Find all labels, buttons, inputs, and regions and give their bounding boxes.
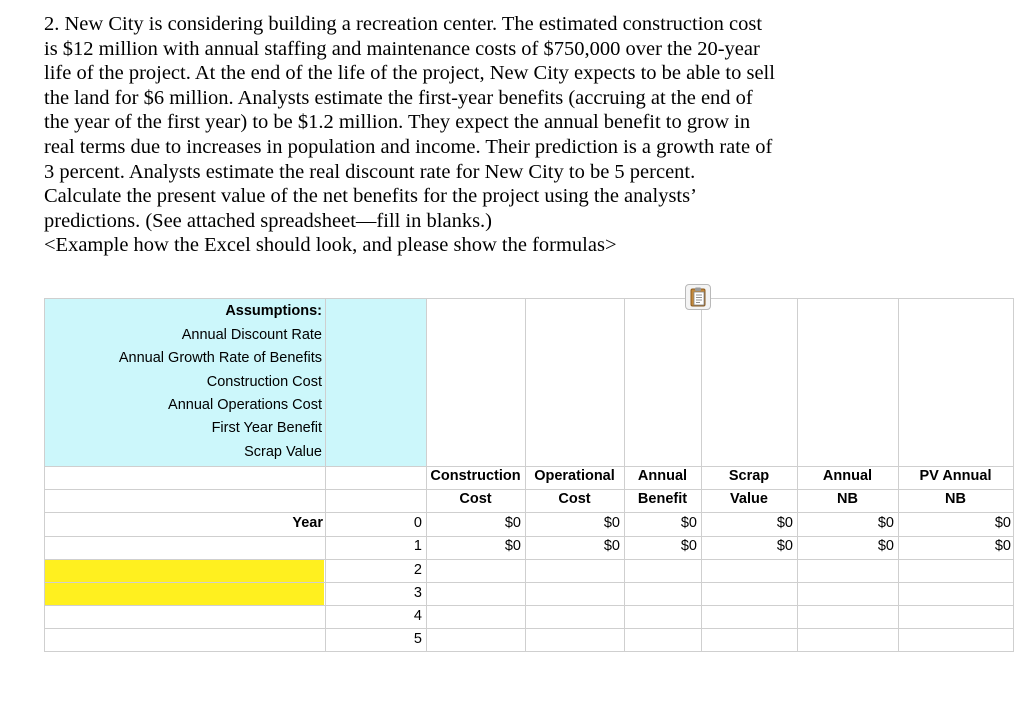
grid-line bbox=[44, 582, 1014, 583]
grid-line bbox=[44, 559, 1014, 560]
year-cell[interactable]: 1 bbox=[413, 538, 422, 554]
problem-line: is $12 million with annual staffing and maintenance costs of $750,000 over the 20-year bbox=[44, 37, 760, 60]
problem-line: predictions. (See attached spreadsheet—fill in blanks.) bbox=[44, 209, 493, 232]
grid-line bbox=[44, 605, 1014, 606]
operational-cost-cell[interactable]: $0 bbox=[603, 538, 620, 554]
header-scrap-value: Value bbox=[730, 491, 768, 507]
scrap-value-cell[interactable]: $0 bbox=[776, 538, 793, 554]
scrap-value-cell[interactable]: $0 bbox=[776, 515, 793, 531]
problem-line: 3 percent. Analysts estimate the real discount rate for New City to be 5 percent. bbox=[44, 160, 696, 183]
annual-nb-cell[interactable]: $0 bbox=[877, 538, 894, 554]
assumption-label: First Year Benefit bbox=[211, 420, 322, 436]
year-cell[interactable]: 3 bbox=[413, 585, 422, 601]
problem-line: <Example how the Excel should look, and please show the formulas> bbox=[44, 234, 617, 257]
problem-line: real terms due to increases in population and income. Their prediction is a growth rate of bbox=[44, 135, 773, 158]
assumptions-title: Assumptions: bbox=[225, 303, 322, 319]
problem-line: life of the project. At the end of the life of the project, New City expects to be able to sell bbox=[44, 62, 775, 85]
grid-line bbox=[44, 628, 1014, 629]
assumption-label: Construction Cost bbox=[206, 374, 322, 390]
year-cell[interactable]: 4 bbox=[413, 608, 422, 624]
header-pv-annual-nb: PV Annual bbox=[919, 468, 992, 484]
header-annual-benefit: Annual bbox=[637, 468, 688, 484]
assumption-label: Scrap Value bbox=[244, 444, 322, 460]
pv-annual-nb-cell[interactable]: $0 bbox=[994, 538, 1011, 554]
pv-annual-nb-cell[interactable]: $0 bbox=[994, 515, 1011, 531]
annual-benefit-cell[interactable]: $0 bbox=[680, 538, 697, 554]
header-operational-cost: Cost bbox=[558, 491, 591, 507]
paste-options-icon[interactable] bbox=[685, 284, 711, 310]
annual-benefit-cell[interactable]: $0 bbox=[680, 515, 697, 531]
problem-line: the land for $6 million. Analysts estimate the first-year benefits (accruing at the end of bbox=[44, 86, 753, 109]
annual-nb-cell[interactable]: $0 bbox=[877, 515, 894, 531]
header-pv-annual-nb: NB bbox=[945, 491, 966, 507]
header-annual-nb: NB bbox=[837, 491, 858, 507]
year-cell[interactable]: 5 bbox=[413, 631, 422, 647]
grid-line bbox=[44, 512, 1014, 513]
grid-line bbox=[1013, 298, 1014, 652]
problem-statement bbox=[44, 12, 944, 258]
year-cell[interactable]: 0 bbox=[413, 515, 422, 531]
assumption-label: Annual Operations Cost bbox=[168, 397, 322, 413]
header-construction-cost: Construction bbox=[430, 468, 521, 484]
assumption-label: Annual Discount Rate bbox=[181, 327, 322, 343]
spreadsheet bbox=[44, 298, 1014, 652]
operational-cost-cell[interactable]: $0 bbox=[603, 515, 620, 531]
header-annual-benefit: Benefit bbox=[637, 491, 688, 507]
header-operational-cost: Operational bbox=[534, 468, 615, 484]
year-cell[interactable]: 2 bbox=[413, 562, 422, 578]
construction-cost-cell[interactable]: $0 bbox=[504, 515, 521, 531]
problem-line: 2. New City is considering building a recreation center. The estimated construction cost bbox=[44, 13, 763, 35]
grid-line bbox=[44, 298, 1014, 299]
construction-cost-cell[interactable]: $0 bbox=[504, 538, 521, 554]
header-construction-cost: Cost bbox=[459, 491, 492, 507]
problem-line: Calculate the present value of the net benefits for the project using the analysts’ bbox=[44, 185, 697, 208]
grid-line bbox=[44, 651, 1014, 652]
header-scrap-value: Scrap bbox=[728, 468, 770, 484]
header-annual-nb: Annual bbox=[822, 468, 873, 484]
problem-line: the year of the first year) to be $1.2 million. They expect the annual benefit to grow in bbox=[44, 111, 751, 134]
year-label: Year bbox=[292, 515, 323, 531]
assumption-label: Annual Growth Rate of Benefits bbox=[118, 350, 322, 366]
